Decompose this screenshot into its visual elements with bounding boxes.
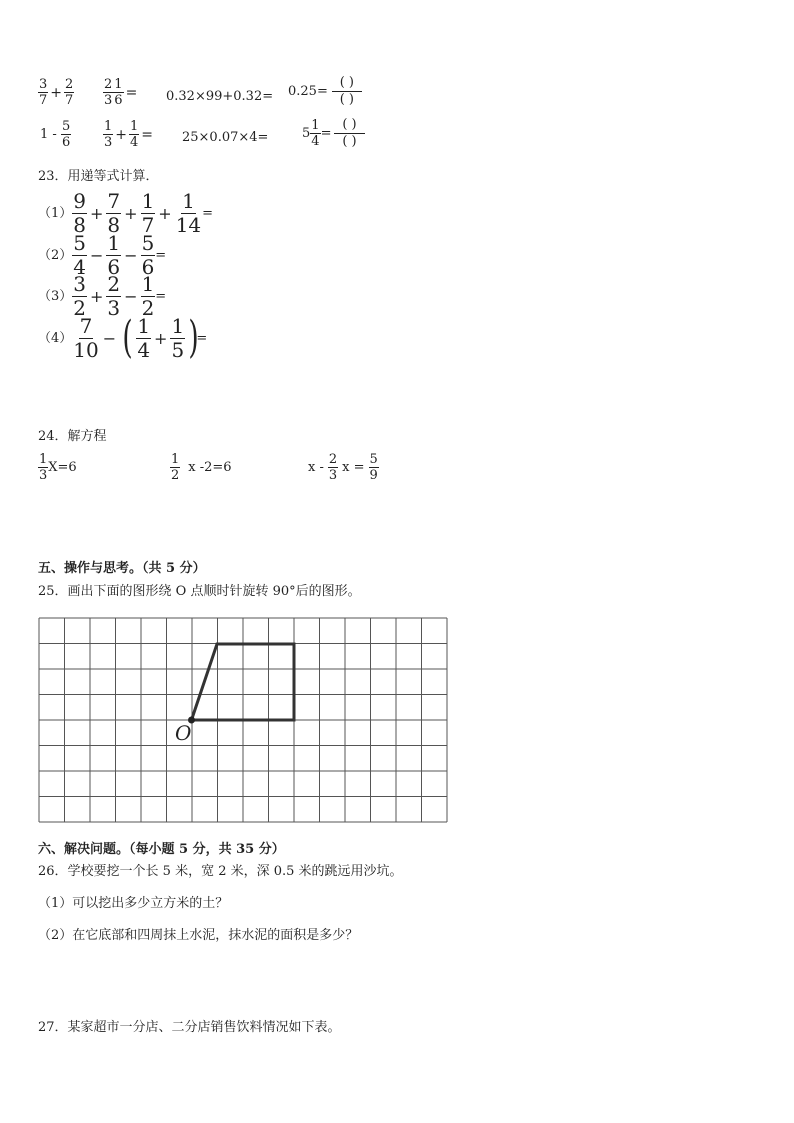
fraction: $\frac{9}{8}$	[73, 189, 87, 237]
fraction: $\frac{1}{6}$	[107, 231, 121, 279]
fraction: $\frac{7}{10}$	[73, 314, 99, 362]
fraction: $\frac{2}{7}$	[65, 77, 74, 108]
fraction: $\frac{1}{6}$	[114, 77, 123, 108]
fraction: $\frac{7}{8}$	[107, 189, 121, 237]
fraction: $\frac{2}{3}$	[107, 272, 121, 320]
fraction: $\frac{3}{2}$	[73, 272, 87, 320]
q25-text: 25．画出下面的图形绕 O 点顺时针旋转 90°后的图形。	[38, 584, 361, 599]
fraction: $\frac{5}{6}$	[141, 231, 155, 279]
calc-row1-expr3: 0.32×99+0.32=	[166, 89, 274, 104]
fraction: $\frac{1}{5}$	[171, 314, 185, 362]
fraction: $\frac{2}{3}$	[328, 452, 338, 483]
q24-title: 24．解方程	[38, 429, 107, 444]
fraction: $\frac{5}{6}$	[61, 119, 71, 150]
calc-row2-expr3: 25×0.07×4=	[182, 130, 269, 145]
point-o-label: O	[175, 721, 192, 745]
blank-fraction: $\frac{( )}{( )}$	[328, 76, 366, 106]
q23-item-4: （4） $\frac{7}{10}$ − ( $\frac{1}{4}$ + $\frac{1}{5}$ ) =	[38, 312, 208, 363]
section-6-heading: 六、解决问题。（每小题 5 分，共 35 分）	[38, 842, 285, 857]
fraction: $\frac{1}{4}$	[137, 314, 151, 362]
fraction: $\frac{1}{4}$	[130, 119, 139, 150]
q26-text: 26．学校要挖一个长 5 米，宽 2 米，深 0.5 米的跳远用沙坑。	[38, 864, 403, 879]
fraction: $\frac{1}{3}$	[104, 119, 113, 150]
fraction: $\frac{1}{2}$	[141, 272, 155, 320]
q26-part-1: （1）可以挖出多少立方米的土？	[38, 896, 229, 911]
fraction: $\frac{5}{9}$	[369, 452, 378, 483]
fraction: $\frac{3}{7}$	[39, 77, 48, 108]
q23-item-1: （1） $\frac{9}{8}$ + $\frac{7}{8}$ + $\frac{1}{7}$ + $\frac{1}{14}$ =	[38, 189, 214, 237]
fraction: $\frac{1}{3}$	[39, 452, 48, 483]
q27-text: 27．某家超市一分店、二分店销售饮料情况如下表。	[38, 1020, 341, 1035]
section-5-heading: 五、操作与思考。（共 5 分）	[38, 561, 206, 576]
q23-item-3: （3） $\frac{3}{2}$ + $\frac{2}{3}$ − $\frac{1}{2}$ =	[38, 272, 167, 320]
q24-equation-1: $\frac{1}{3}$ X=6	[39, 452, 77, 483]
calc-row2-expr1: 1 - $\frac{5}{6}$	[40, 119, 71, 150]
calc-row2-expr2: $\frac{1}{3}$ + $\frac{1}{4}$ =	[104, 119, 154, 150]
calc-row1-expr4: 0.25= $\frac{( )}{( )}$	[288, 76, 366, 106]
fraction: $\frac{2}{3}$	[104, 77, 113, 108]
fraction: $\frac{1}{2}$	[171, 452, 180, 483]
q23-item-2: （2） $\frac{5}{4}$ − $\frac{1}{6}$ − $\frac{5}{6}$ =	[38, 231, 167, 279]
q24-equation-2: $\frac{1}{2}$ x -2=6	[171, 452, 232, 483]
calc-row2-expr4: 5 $\frac{1}{4}$ = $\frac{( )}{( )}$	[302, 118, 367, 148]
q24-equation-3: x - $\frac{2}{3}$ x = $\frac{5}{9}$	[308, 452, 378, 483]
q26-part-2: （2）在它底部和四周抹上水泥，抹水泥的面积是多少？	[38, 928, 359, 943]
calc-row1-expr1: $\frac{3}{7}$ + $\frac{2}{7}$	[39, 77, 74, 108]
rotation-grid	[38, 617, 450, 825]
calc-row1-expr2: $\frac{2}{3}$ $\frac{1}{6}$ =	[104, 77, 138, 108]
q23-title: 23．用递等式计算．	[38, 169, 159, 184]
fraction: $\frac{1}{7}$	[141, 189, 155, 237]
fraction: $\frac{5}{4}$	[73, 231, 87, 279]
blank-fraction: $\frac{( )}{( )}$	[331, 118, 367, 148]
fraction: $\frac{1}{14}$	[175, 189, 202, 237]
fraction: $\frac{1}{4}$	[311, 117, 320, 149]
